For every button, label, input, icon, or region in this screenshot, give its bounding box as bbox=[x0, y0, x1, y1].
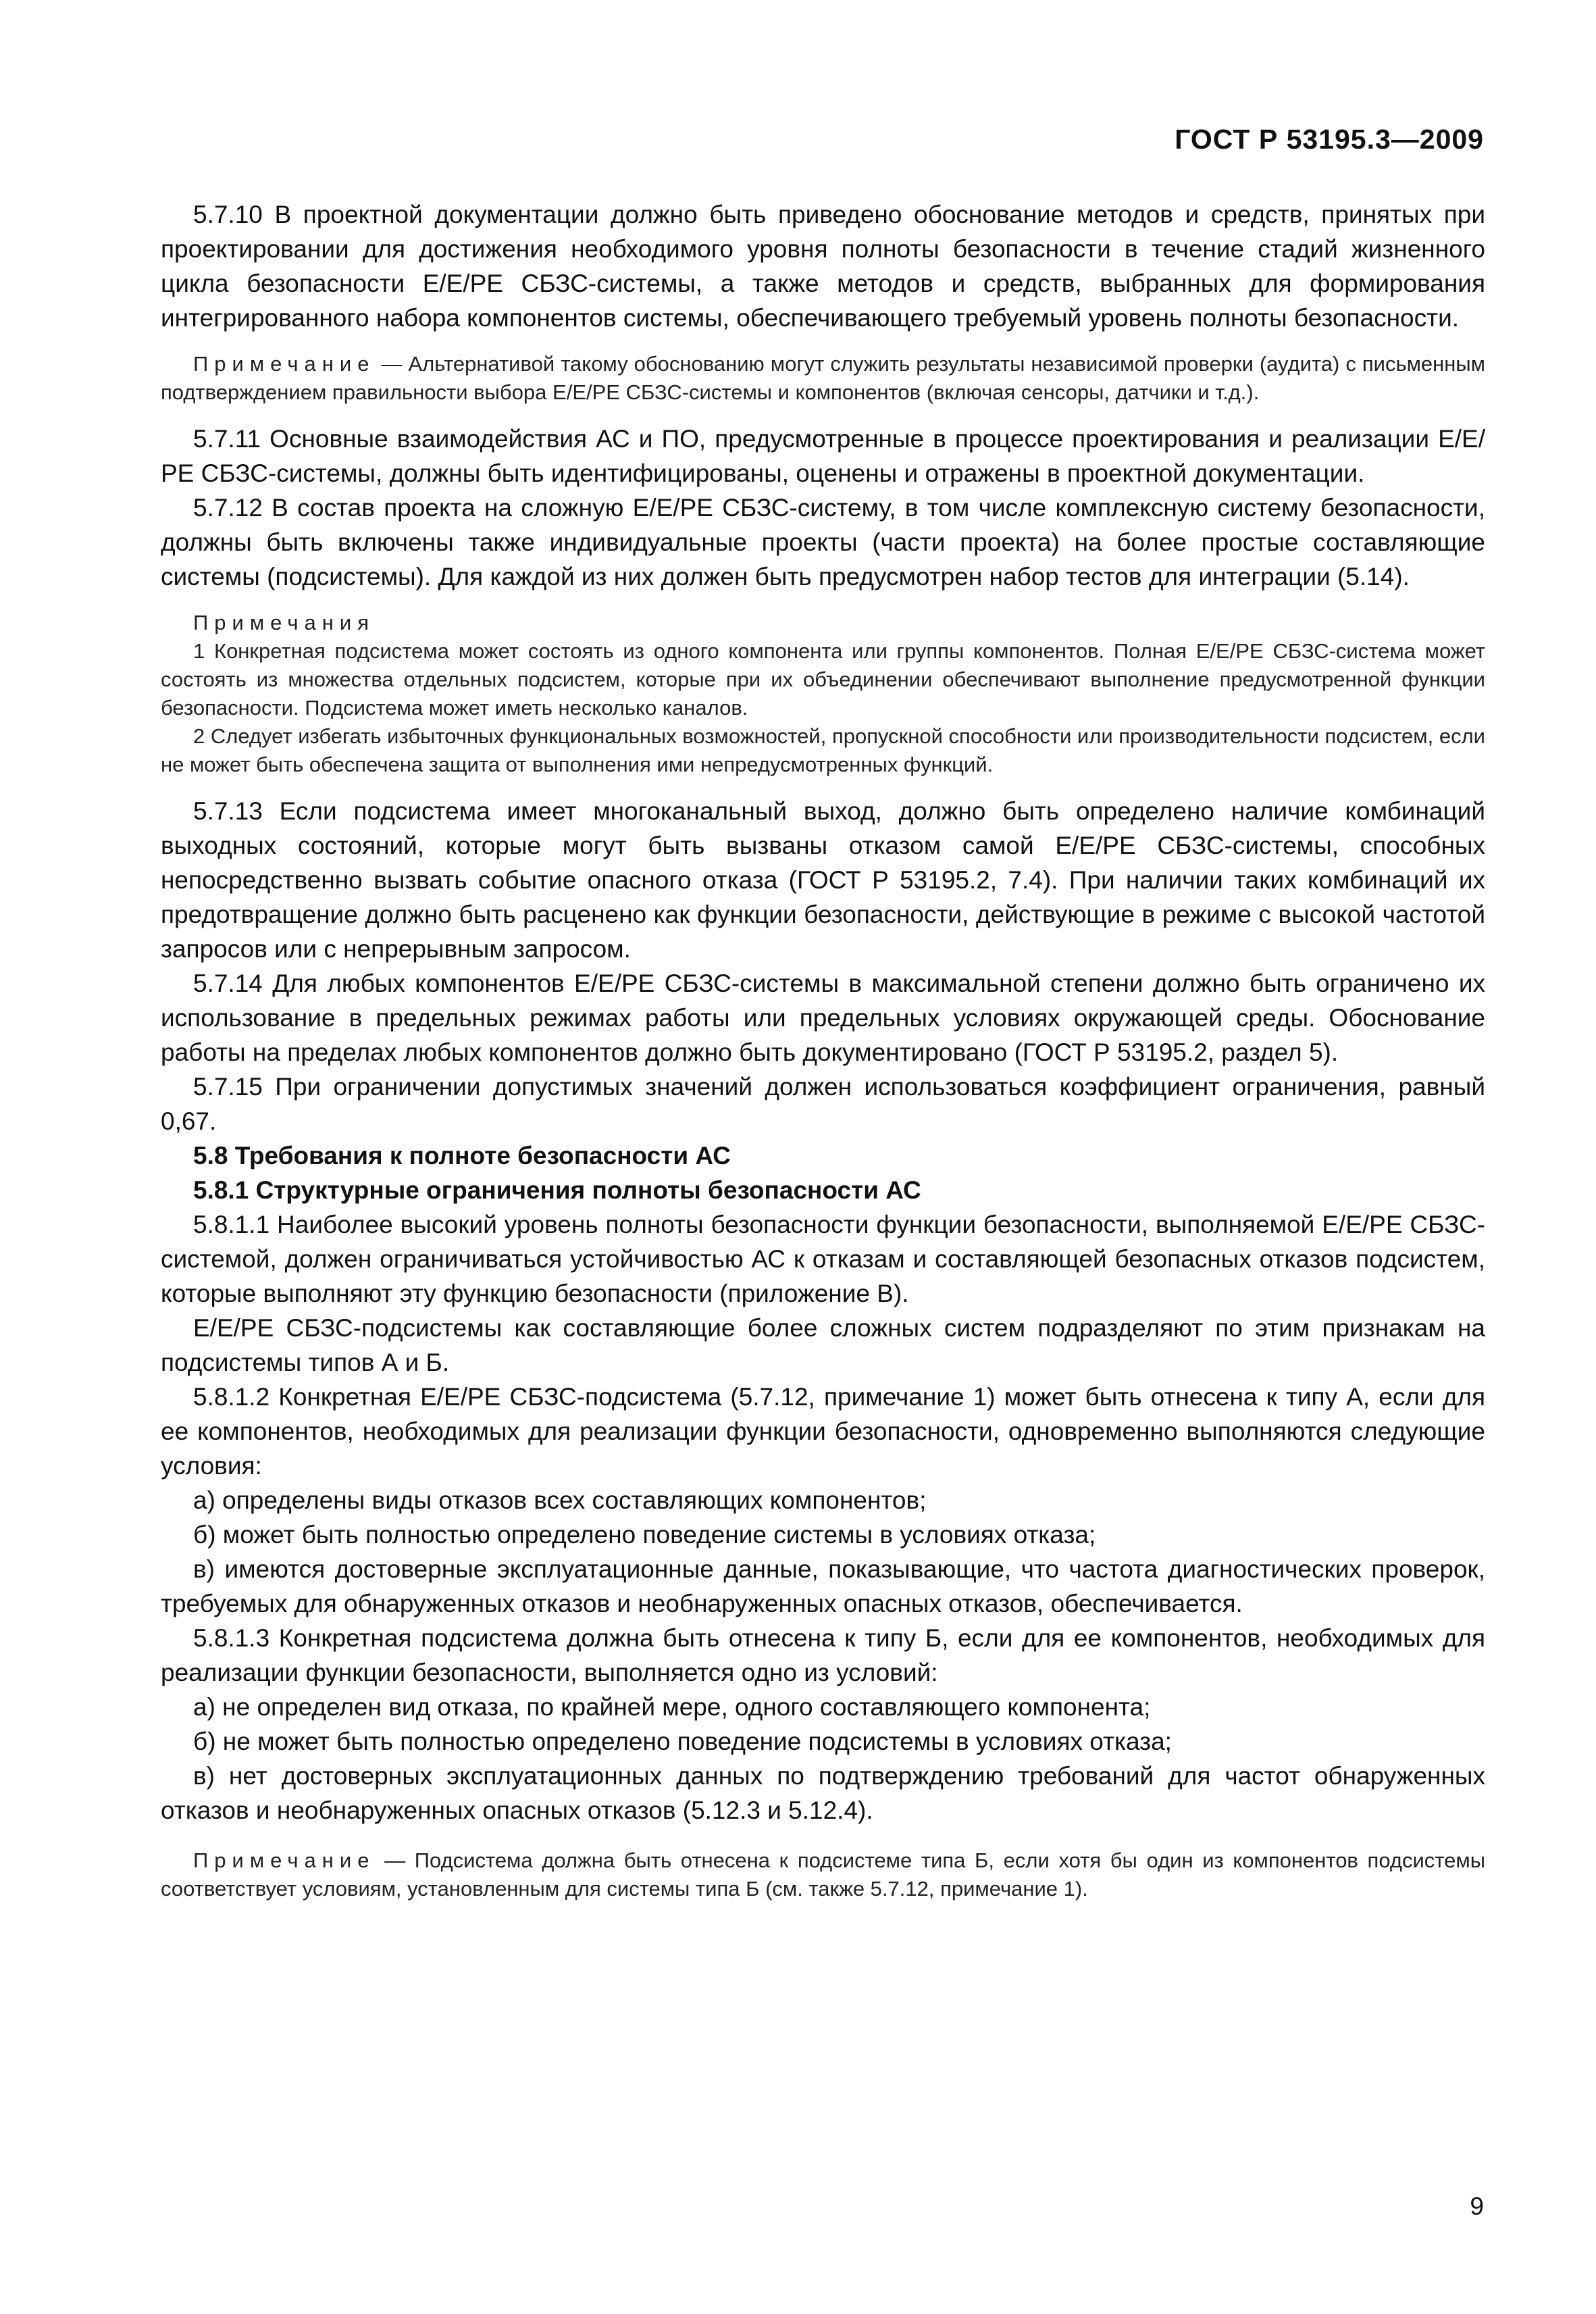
note-2-5-7-12: 2 Следует избегать избыточных функциональных возможностей, пропускной способности или производительности подсистем, если не может быть обеспечена защита от выполнения ими непредусмотренных функций. bbox=[161, 724, 1485, 776]
paragraph-subsystem-types: Е/Е/РЕ СБЗС-подсистемы как составляющие более сложных систем подразделяют по этим признакам на подсистемы типов А и Б. bbox=[161, 1314, 1485, 1376]
note-label: Примечание bbox=[193, 1848, 376, 1872]
notes-label: Примечания bbox=[193, 611, 375, 634]
paragraph-5-8-1-2: 5.8.1.2 Конкретная Е/Е/РЕ СБЗС-подсистема (5.7.12, примечание 1) может быть отнесена к типу А, если для ее компонентов, необходимых для реализации функции безопасности, одновременно выполняются следующие условия: bbox=[161, 1383, 1485, 1480]
list-item-b-type-b: б) не может быть полностью определено поведение подсистемы в условиях отказа; bbox=[193, 1728, 1172, 1755]
note-text: — Альтернативой такому обоснованию могут служить результаты независимой проверки (аудита) с письменным подтверждением правильности выбора Е/Е/РЕ СБЗС-системы и компонентов (включая сенсоры, датчики и т.д.). bbox=[161, 352, 1485, 404]
list-item-a-type-a: а) определены виды отказов всех составляющих компонентов; bbox=[193, 1486, 927, 1514]
paragraph-5-7-11: 5.7.11 Основные взаимодействия АС и ПО, предусмотренные в процессе проектирования и реализации Е/Е/РЕ СБЗС-системы, должны быть идентифицированы, оценены и отражены в проектной документации. bbox=[161, 425, 1485, 487]
heading-5-8: 5.8 Требования к полноте безопасности АС bbox=[193, 1142, 731, 1169]
paragraph-5-7-13: 5.7.13 Если подсистема имеет многоканальный выход, должно быть определено наличие комбинаций выходных состояний, которые могут быть вызваны отказом самой Е/Е/РЕ СБЗС-системы, способных непосредственно вызвать событие опасного отказа (ГОСТ Р 53195.2, 7.4). При наличии таких комбинаций их предотвращение должно быть расценено как функции безопасности, действующие в режиме с высокой частотой запросов или с непрерывным запросом. bbox=[161, 797, 1485, 963]
notes-title bbox=[161, 609, 1485, 637]
page-content bbox=[161, 197, 1485, 1903]
paragraph-5-8-1-1: 5.8.1.1 Наиболее высокий уровень полноты безопасности функции безопасности, выполняемой Е/Е/РЕ СБЗС-системой, должен ограничиваться устойчивостью АС к отказам и составляющей безопасных отказов подсистем, которые выполняют эту функцию безопасности (приложение В). bbox=[161, 1211, 1485, 1307]
heading-5-8-1: 5.8.1 Структурные ограничения полноты безопасности АС bbox=[193, 1176, 921, 1204]
paragraph-5-7-10: 5.7.10 В проектной документации должно быть приведено обоснование методов и средств, принятых при проектировании для достижения необходимого уровня полноты безопасности в течение стадий жизненного цикла безопасности Е/Е/РЕ СБЗС-системы, а также методов и средств, выбранных для формирования интегрированного набора компонентов системы, обеспечивающего требуемый уровень полноты безопасности. bbox=[161, 201, 1485, 332]
list-item-a-type-b: а) не определен вид отказа, по крайней мере, одного составляющего компонента; bbox=[193, 1693, 1151, 1721]
standard-header: ГОСТ Р 53195.3—2009 bbox=[1175, 124, 1484, 155]
note-text: — Подсистема должна быть отнесена к подсистеме типа Б, если хотя бы один из компонентов подсистемы соответствует условиям, установленным для системы типа Б (см. также 5.7.12, примечание 1). bbox=[161, 1848, 1485, 1901]
note-5-7-10 bbox=[161, 350, 1485, 407]
paragraph-5-7-15: 5.7.15 При ограничении допустимых значений должен использоваться коэффициент ограничения, равный 0,67. bbox=[161, 1073, 1485, 1135]
note-1-5-7-12: 1 Конкретная подсистема может состоять из одного компонента или группы компонентов. Полная Е/Е/РЕ СБЗС-система может состоять из множества отдельных подсистем, которые при их объединении обеспечивают выполнение предусмотренной функции безопасности. Подсистема может иметь несколько каналов. bbox=[161, 639, 1485, 720]
paragraph-5-7-14: 5.7.14 Для любых компонентов Е/Е/РЕ СБЗС-системы в максимальной степени должно быть ограничено их использование в предельных режимах работы или предельных условиях окружающей среды. Обоснование работы на пределах любых компонентов должно быть документировано (ГОСТ Р 53195.2, раздел 5). bbox=[161, 970, 1485, 1066]
note-label: Примечание bbox=[193, 352, 376, 376]
list-item-b-type-a: б) может быть полностью определено поведение системы в условиях отказа; bbox=[193, 1521, 1096, 1549]
list-item-v-type-b: в) нет достоверных эксплуатационных данных по подтверждению требований для частот обнаруженных отказов и необнаруженных опасных отказов (5.12.3 и 5.12.4). bbox=[161, 1762, 1485, 1824]
list-item-v-type-a: в) имеются достоверные эксплуатационные данные, показывающие, что частота диагностических проверок, требуемых для обнаруженных отказов и необнаруженных опасных отказов, обеспечивается. bbox=[161, 1555, 1485, 1617]
note-5-8-1-3 bbox=[161, 1846, 1485, 1903]
page-number: 9 bbox=[1470, 2192, 1484, 2220]
paragraph-5-7-12: 5.7.12 В состав проекта на сложную Е/Е/РЕ СБЗС-систему, в том числе комплексную систему безопасности, должны быть включены также индивидуальные проекты (части проекта) на более простые составляющие системы (подсистемы). Для каждой из них должен быть предусмотрен набор тестов для интеграции (5.14). bbox=[161, 494, 1485, 590]
paragraph-5-8-1-3: 5.8.1.3 Конкретная подсистема должна быть отнесена к типу Б, если для ее компонентов, необходимых для реализации функции безопасности, выполняется одно из условий: bbox=[161, 1624, 1485, 1686]
